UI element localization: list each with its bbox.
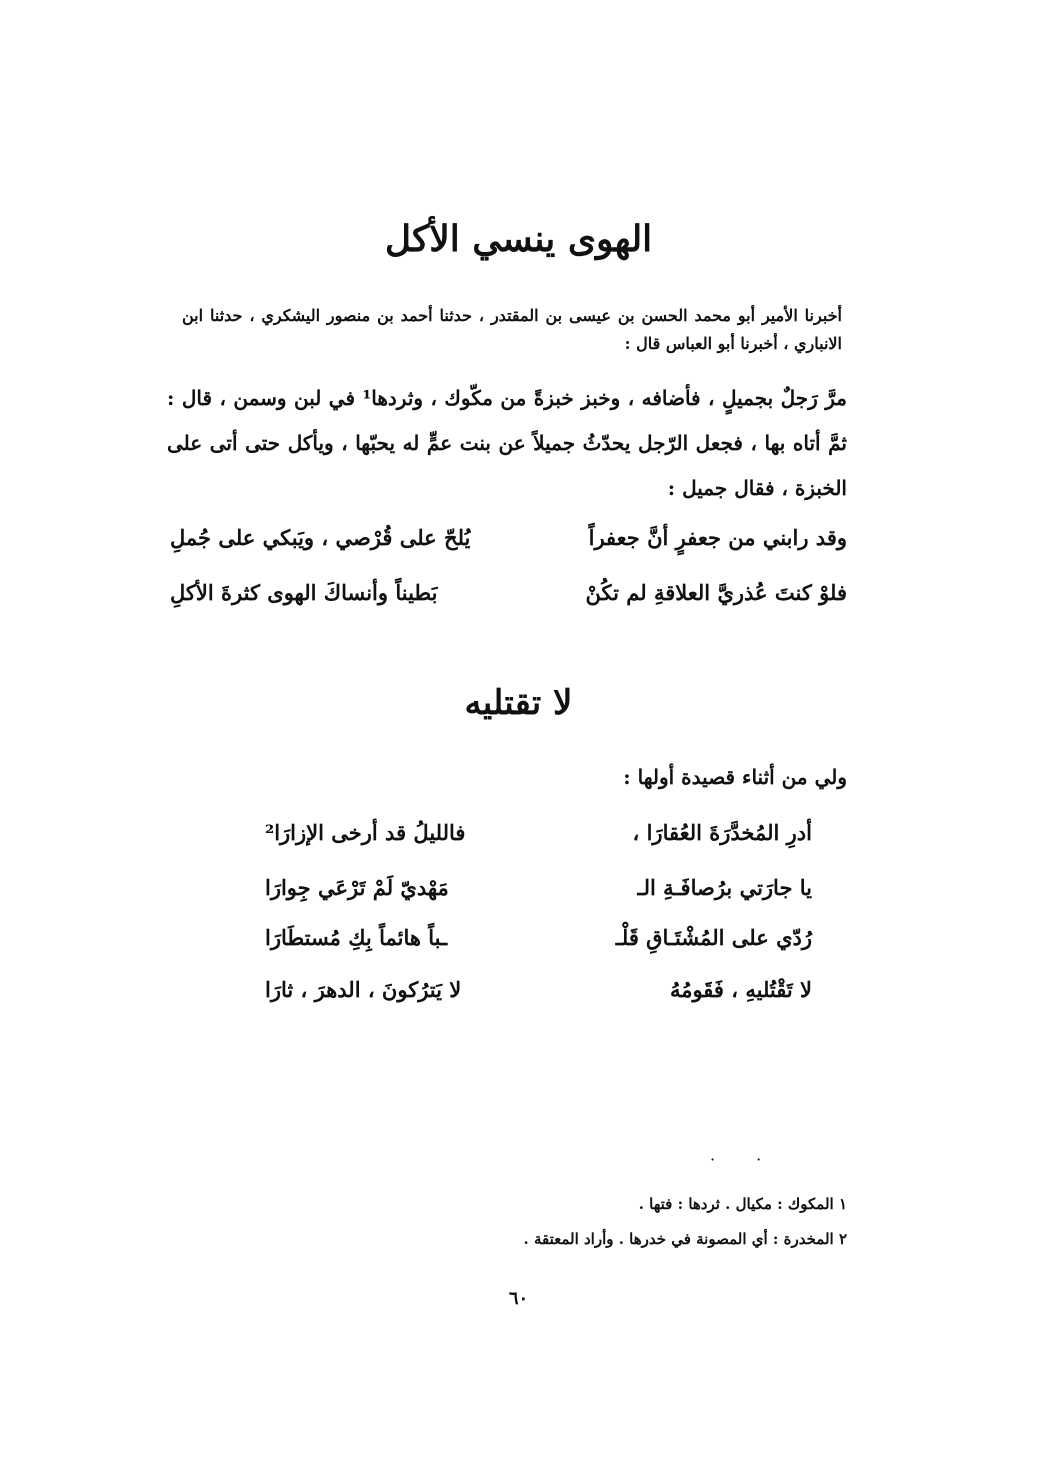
poem-verse-2-second: مَهْديّ لَمْ تَرْعَي جِوارَا <box>265 875 449 900</box>
poem-verse-1-first: أدرِ المُخدَّرَةَ العُقارَا ، <box>632 820 812 845</box>
verse-2-first-hemistich: فلوْ كنتَ عُذريَّ العلاقةِ لم تكُنْ <box>585 580 847 605</box>
poem-verse-1-second: فالليلُ قد أرخى الإزارَا² <box>265 820 466 845</box>
poem-intro: ولي من أثناء قصيدة أولها : <box>623 765 847 789</box>
section-title-1: الهوى ينسي الأكل <box>384 218 653 260</box>
verse-1-second-hemistich: يُلحّ على قُرْصي ، ويَبكي على جُملِ <box>170 525 471 550</box>
section-title-2: لا تقتليه <box>464 683 573 723</box>
poem-verse-4-second: لا يَترُكونَ ، الدهرَ ، ثارَا <box>265 977 462 1002</box>
page-number: ٦٠ <box>508 1288 529 1309</box>
poem-verse-4-first: لا تَقْتُليهِ ، فَقَومُهُ <box>669 977 812 1002</box>
poem-verse-2-first: يا جارَتي برُصافَـةِ الـ <box>637 875 812 900</box>
footnote-1: ١ المكوك : مكيال . ثردها : فتها . <box>638 1195 847 1213</box>
prose-paragraph: مرَّ رَجلٌ بجميلٍ ، فأضافه ، وخبز خبزةً من مكّوك ، وثردها¹ في لبن وسمن ، قال : ثمَّ أتاه بها ، فجعل الرّجل يحدّثُ جميلاً عن بنت عمٍّ له يحبّها ، ويأكل حتى أتى على الخبزة ، فقال جميل : <box>167 386 847 500</box>
isnad-paragraph: أخبرنا الأمير أبو محمد الحسن بن عيسى بن المقتدر ، حدثنا أحمد بن منصور اليشكري ، حدثنا ابن الانباري ، أخبرنا أبو العباس قال : <box>182 306 842 353</box>
poem-verse-3-first: رُدّي على المُشْتَـاقِ قَلْـ <box>615 925 812 950</box>
poem-verse-3-second: ـباً هائماً بِكِ مُستطَارَا <box>265 925 448 950</box>
footnote-2: ٢ المخدرة : أي المصونة في خدرها . وأراد المعتقة . <box>523 1230 847 1248</box>
verse-1-first-hemistich: وقد رابني من جعفرٍ أنَّ جعفراً <box>588 525 847 550</box>
verse-2-second-hemistich: بَطيناً وأنساكَ الهوى كثرةَ الأكلِ <box>170 580 438 605</box>
footnote-separator: · · <box>710 1150 780 1169</box>
